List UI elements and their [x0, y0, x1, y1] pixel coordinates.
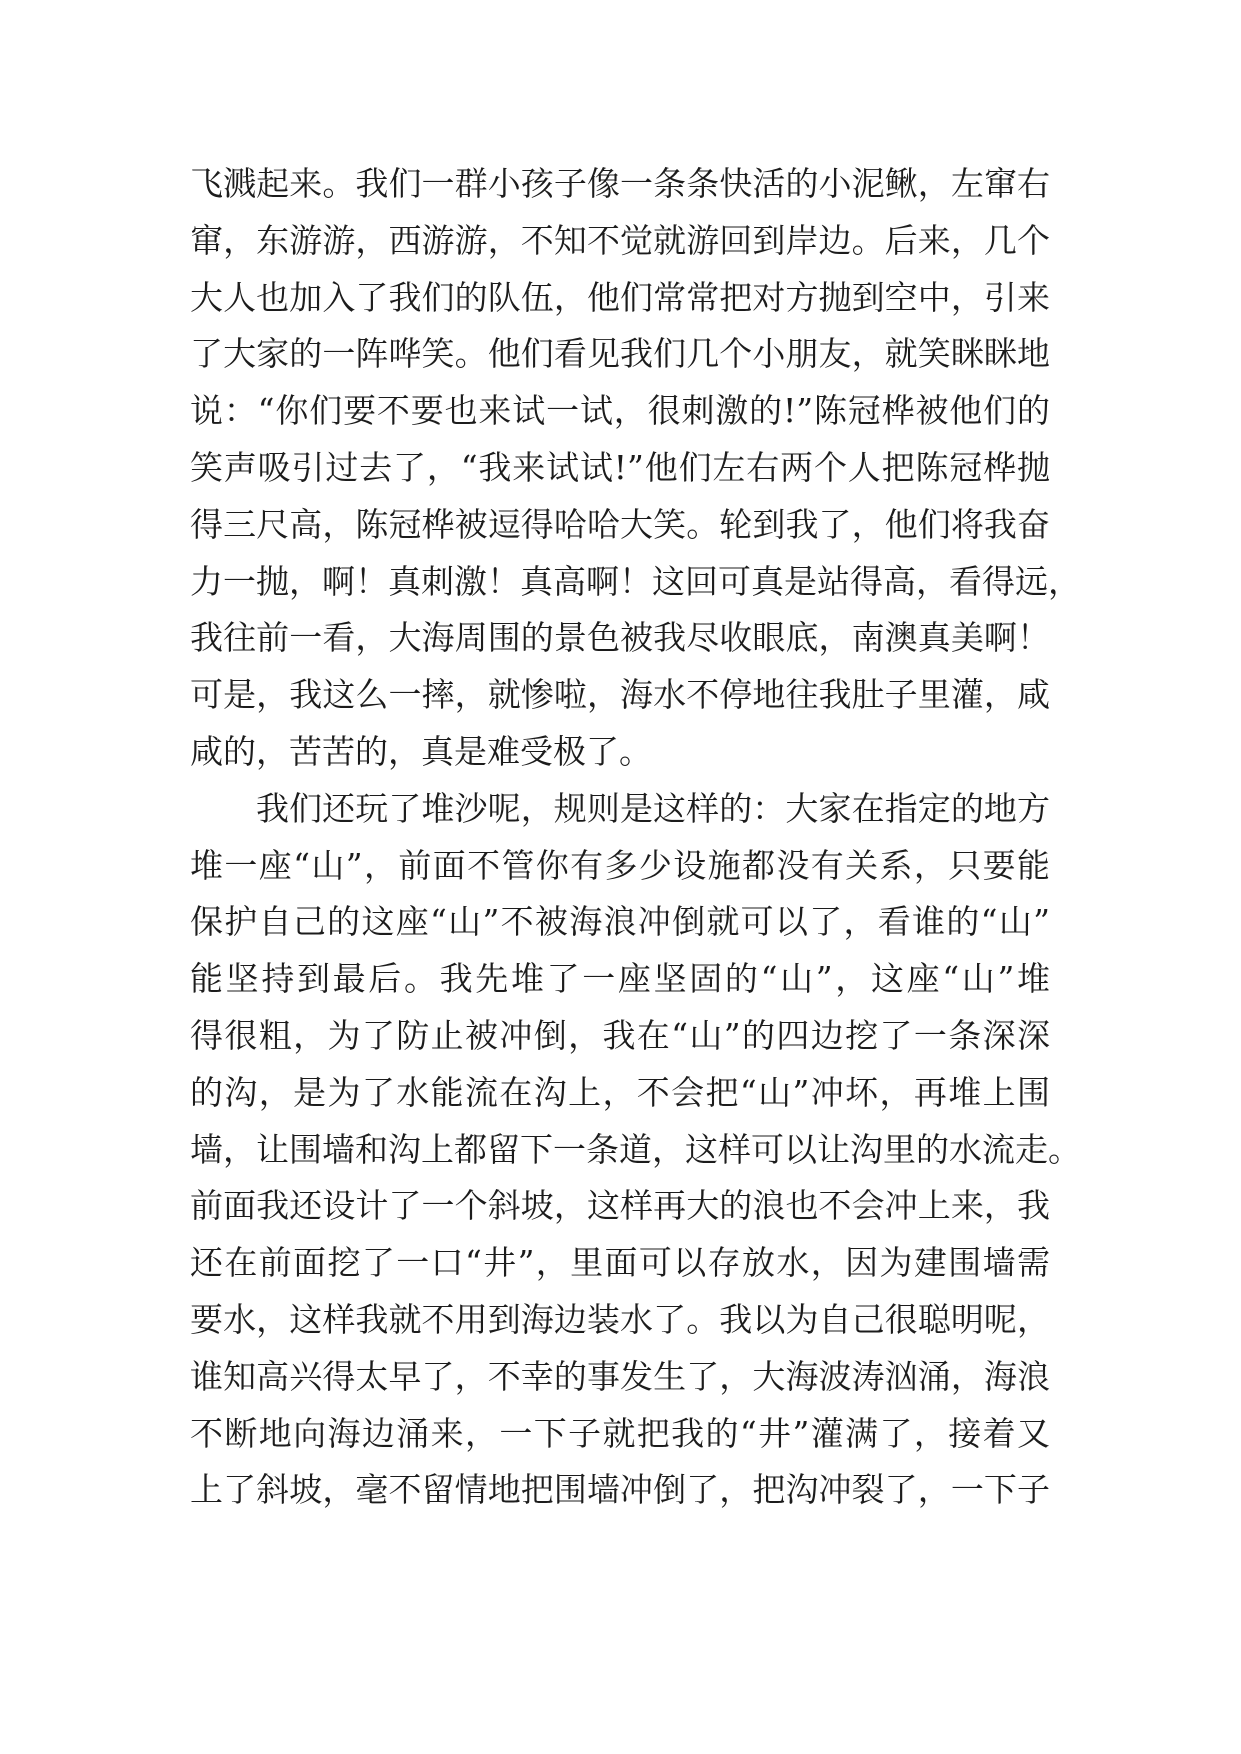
text-line: 不断地向海边涌来，一下子就把我的“井”灌满了，接着又 — [190, 1413, 1050, 1453]
text-line: 力一抛，啊！真刺激！真高啊！这回可真是站得高，看得远， — [190, 561, 1081, 601]
text-line: 的沟，是为了水能流在沟上，不会把“山”冲坏，再堆上围 — [190, 1072, 1050, 1112]
text-line: 得很粗，为了防止被冲倒，我在“山”的四边挖了一条深深 — [190, 1015, 1050, 1055]
text-line: 窜，东游游，西游游，不知不觉就游回到岸边。后来，几个 — [190, 220, 1050, 260]
document-body — [190, 156, 1081, 1519]
text-line: 说：“你们要不要也来试一试，很刺激的!”陈冠桦被他们的 — [190, 391, 1050, 431]
text-line: 能坚持到最后。我先堆了一座坚固的“山”，这座“山”堆 — [190, 959, 1050, 999]
text-line: 谁知高兴得太早了，不幸的事发生了，大海波涛汹涌，海浪 — [190, 1356, 1050, 1396]
text-line: 得三尺高，陈冠桦被逗得哈哈大笑。轮到我了，他们将我奋 — [190, 504, 1050, 544]
text-line: 我往前一看，大海周围的景色被我尽收眼底，南澳真美啊！ — [190, 618, 1050, 658]
text-line: 可是，我这么一摔，就惨啦，海水不停地往我肚子里灌，咸 — [190, 675, 1050, 715]
paragraph-end-line: 咸的，苦苦的，真是难受极了。 — [190, 731, 652, 771]
text-line: 大人也加入了我们的队伍，他们常常把对方抛到空中，引来 — [190, 277, 1050, 317]
text-line: 堆一座“山”，前面不管你有多少设施都没有关系，只要能 — [190, 845, 1050, 885]
text-line: 上了斜坡，毫不留情地把围墙冲倒了，把沟冲裂了，一下子 — [190, 1470, 1050, 1510]
text-line: 笑声吸引过去了，“我来试试!”他们左右两个人把陈冠桦抛 — [190, 447, 1050, 487]
text-line: 保护自己的这座“山”不被海浪冲倒就可以了，看谁的“山” — [190, 902, 1050, 942]
text-line: 了大家的一阵哗笑。他们看见我们几个小朋友，就笑眯眯地 — [190, 334, 1050, 374]
text-line: 前面我还设计了一个斜坡，这样再大的浪也不会冲上来，我 — [190, 1186, 1050, 1226]
text-line: 飞溅起来。我们一群小孩子像一条条快活的小泥鳅，左窜右 — [190, 164, 1050, 203]
paragraph-first-line: 我们还玩了堆沙呢，规则是这样的：大家在指定的地方 — [256, 788, 1050, 828]
text-line: 还在前面挖了一口“井”，里面可以存放水，因为建围墙需 — [190, 1243, 1050, 1283]
text-line: 墙，让围墙和沟上都留下一条道，这样可以让沟里的水流走。 — [190, 1129, 1081, 1169]
text-line: 要水，这样我就不用到海边装水了。我以为自己很聪明呢， — [190, 1299, 1050, 1339]
